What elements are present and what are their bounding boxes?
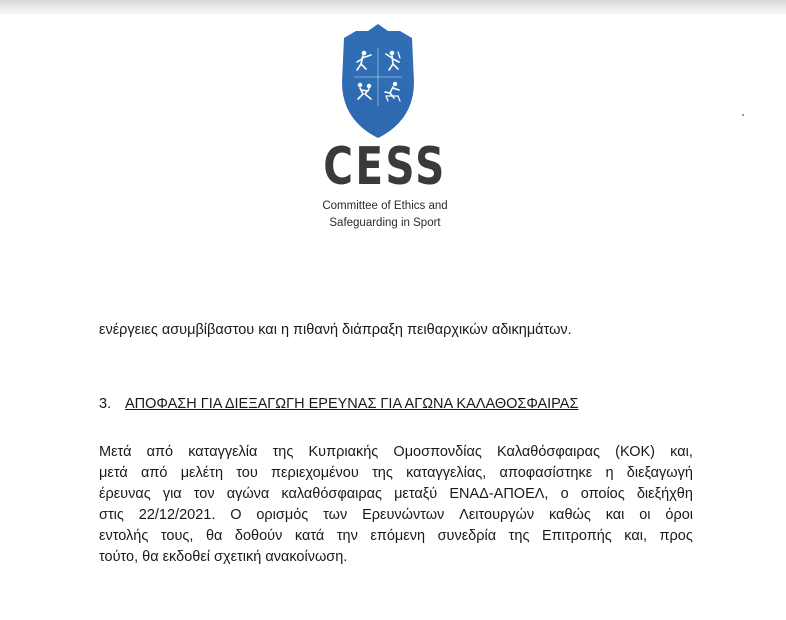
paragraph-word: της: [272, 444, 294, 460]
paragraph-word: της: [372, 465, 393, 481]
paragraph-word: μελέτη: [180, 465, 224, 481]
paragraph-word: καθώς: [548, 507, 591, 523]
paragraph-word: εκδοθεί: [162, 549, 211, 565]
paragraph-word: τους,: [160, 528, 194, 544]
paragraph-word: ορισμός: [256, 507, 309, 523]
paragraph-word: περιεχομένου: [271, 465, 359, 481]
paragraph-word: Ομοσπονδίας: [393, 444, 482, 460]
paragraph-word: Ερευνώντων: [362, 507, 445, 523]
paragraph-word: και,: [624, 528, 648, 544]
paragraph-word: Καλαθόσφαιρας: [497, 444, 601, 460]
paragraph-word: Μετά: [99, 444, 132, 460]
paragraph-word: κατά: [294, 528, 325, 544]
paragraph-word: Ο: [230, 507, 242, 523]
paragraph-word: έρευνας: [99, 486, 151, 502]
paragraph-word: διεξαγωγή: [626, 465, 693, 481]
cess-shield-logo: [338, 22, 418, 140]
paragraph-word: (ΚΟΚ): [615, 444, 656, 460]
paragraph-word: τούτο,: [99, 549, 139, 565]
brand-block: [300, 138, 470, 232]
paragraph-word: Λειτουργών: [459, 507, 535, 523]
paragraph-word: και,: [670, 444, 693, 460]
paragraph-word: καταγγελία: [188, 444, 258, 460]
paragraph-word: θα: [142, 549, 159, 565]
paragraph-word: για: [162, 486, 182, 502]
paragraph-word: δοθούν: [234, 528, 283, 544]
paragraph-word: την: [336, 528, 358, 544]
paragraph-word: θα: [205, 528, 223, 544]
paragraph-word: στις: [99, 507, 124, 523]
paragraph-word: συνεδρία: [437, 528, 497, 544]
section-paragraph: [99, 442, 693, 568]
brand-name: CESS: [323, 137, 447, 197]
paragraph-word: μετά: [99, 465, 128, 481]
paragraph-line: [99, 463, 693, 484]
paragraph-word: 22/12/2021.: [138, 507, 216, 523]
section-heading: [99, 394, 699, 414]
section-number: 3.: [99, 396, 112, 412]
paragraph-word: ο: [560, 486, 569, 502]
paragraph-word: Επιτροπής: [541, 528, 612, 544]
paragraph-word: μεταξύ: [394, 486, 438, 502]
paragraph-word: σχετική: [214, 549, 262, 565]
paragraph-word: οποίος: [580, 486, 625, 502]
paragraph-word: εντολής: [99, 528, 149, 544]
paragraph-word: προς: [659, 528, 693, 544]
paragraph-word: του: [236, 465, 258, 481]
paragraph-word: καταγγελίας,: [406, 465, 487, 481]
paragraph-word: Κυπριακής: [308, 444, 379, 460]
paragraph-line: [99, 547, 693, 568]
paragraph-word: η: [605, 465, 614, 481]
paragraph-line: [99, 484, 693, 505]
paragraph-word: της: [508, 528, 530, 544]
paragraph-word: επόμενη: [370, 528, 426, 544]
paragraph-word: όροι: [665, 507, 693, 523]
previous-paragraph-end: ενέργειες ασυμβίβαστου και η πιθανή διάπραξη πειθαρχικών αδικημάτων.: [99, 322, 572, 338]
paragraph-line: [99, 505, 693, 526]
paragraph-word: αγώνα: [226, 486, 270, 502]
paragraph-word: τον: [193, 486, 215, 502]
scan-speck: [742, 114, 744, 116]
paragraph-word: οι: [639, 507, 651, 523]
paragraph-word: καλαθόσφαιρας: [281, 486, 382, 502]
document-page: [0, 14, 786, 620]
paragraph-word: ανακοίνωση.: [265, 549, 348, 565]
paragraph-word: των: [323, 507, 348, 523]
brand-subtitle-line-2: Safeguarding in Sport: [329, 217, 441, 229]
paragraph-word: ΕΝΑΔ-ΑΠΟΕΛ,: [449, 486, 549, 502]
brand-subtitle-line-1: Committee of Ethics and: [322, 200, 448, 212]
window-top-shadow: [0, 0, 786, 14]
section-title: ΑΠΟΦΑΣΗ ΓΙΑ ΔΙΕΞΑΓΩΓΗ ΕΡΕΥΝΑΣ ΓΙΑ ΑΓΩΝΑ ΚΑΛΑΘΟΣΦΑΙΡΑΣ: [125, 396, 579, 412]
paragraph-line: [99, 526, 693, 547]
paragraph-line: [99, 442, 693, 463]
paragraph-word: από: [146, 444, 174, 460]
paragraph-word: και: [605, 507, 625, 523]
paragraph-word: από: [140, 465, 168, 481]
paragraph-word: διεξήχθη: [636, 486, 693, 502]
paragraph-word: αποφασίστηκε: [499, 465, 593, 481]
